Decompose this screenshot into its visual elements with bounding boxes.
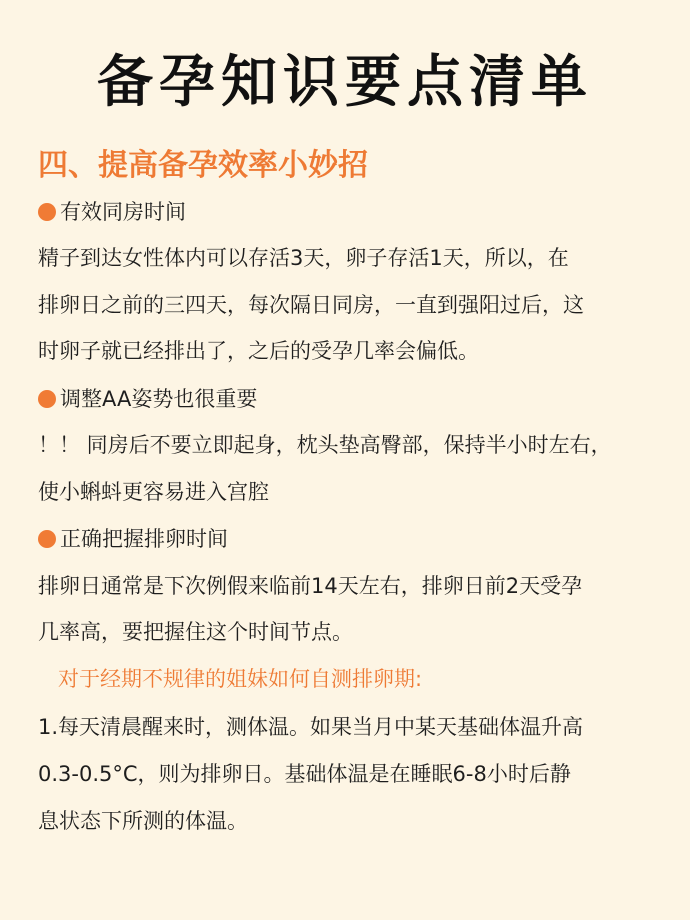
tip-text-line: 使小蝌蚪更容易进入宫腔 — [38, 480, 269, 504]
tip-text-line: 排卵日通常是下次例假来临前14天左右，排卵日前2天受孕 — [38, 574, 583, 598]
method-text-line: 0.3-0.5°C，则为排卵日。基础体温是在睡眠6-8小时后静 — [38, 762, 571, 786]
tip-heading-label: 有效同房时间 — [60, 200, 186, 224]
tip-heading-1 — [38, 197, 186, 227]
tip-text-line: 几率高，要把握住这个时间节点。 — [38, 620, 353, 644]
page-title: 备孕知识要点清单 — [97, 50, 593, 115]
subheading: 对于经期不规律的姐妹如何自测排卵期: — [58, 667, 423, 691]
tip-heading-2 — [38, 384, 257, 414]
tip-text-line: ！！ 同房后不要立即起身，枕头垫高臀部，保持半小时左右， — [38, 433, 612, 457]
tip-heading-3 — [38, 524, 228, 554]
bullet-dot-icon — [38, 390, 56, 408]
tip-text-line: 精子到达女性体内可以存活3天，卵子存活1天，所以，在 — [38, 246, 569, 270]
tip-heading-label: 正确把握排卵时间 — [60, 527, 228, 551]
tip-heading-label: 调整AA姿势也很重要 — [60, 387, 258, 411]
bullet-dot-icon — [38, 203, 56, 221]
tip-text-line: 时卵子就已经排出了，之后的受孕几率会偏低。 — [38, 339, 479, 363]
bullet-dot-icon — [38, 530, 56, 548]
method-text-line: 息状态下所测的体温。 — [38, 809, 248, 833]
method-text-line: 1.每天清晨醒来时，测体温。如果当月中某天基础体温升高 — [38, 715, 584, 739]
section-title: 四、提高备孕效率小妙招 — [38, 148, 368, 183]
tip-text-line: 排卵日之前的三四天，每次隔日同房，一直到强阳过后，这 — [38, 293, 584, 317]
